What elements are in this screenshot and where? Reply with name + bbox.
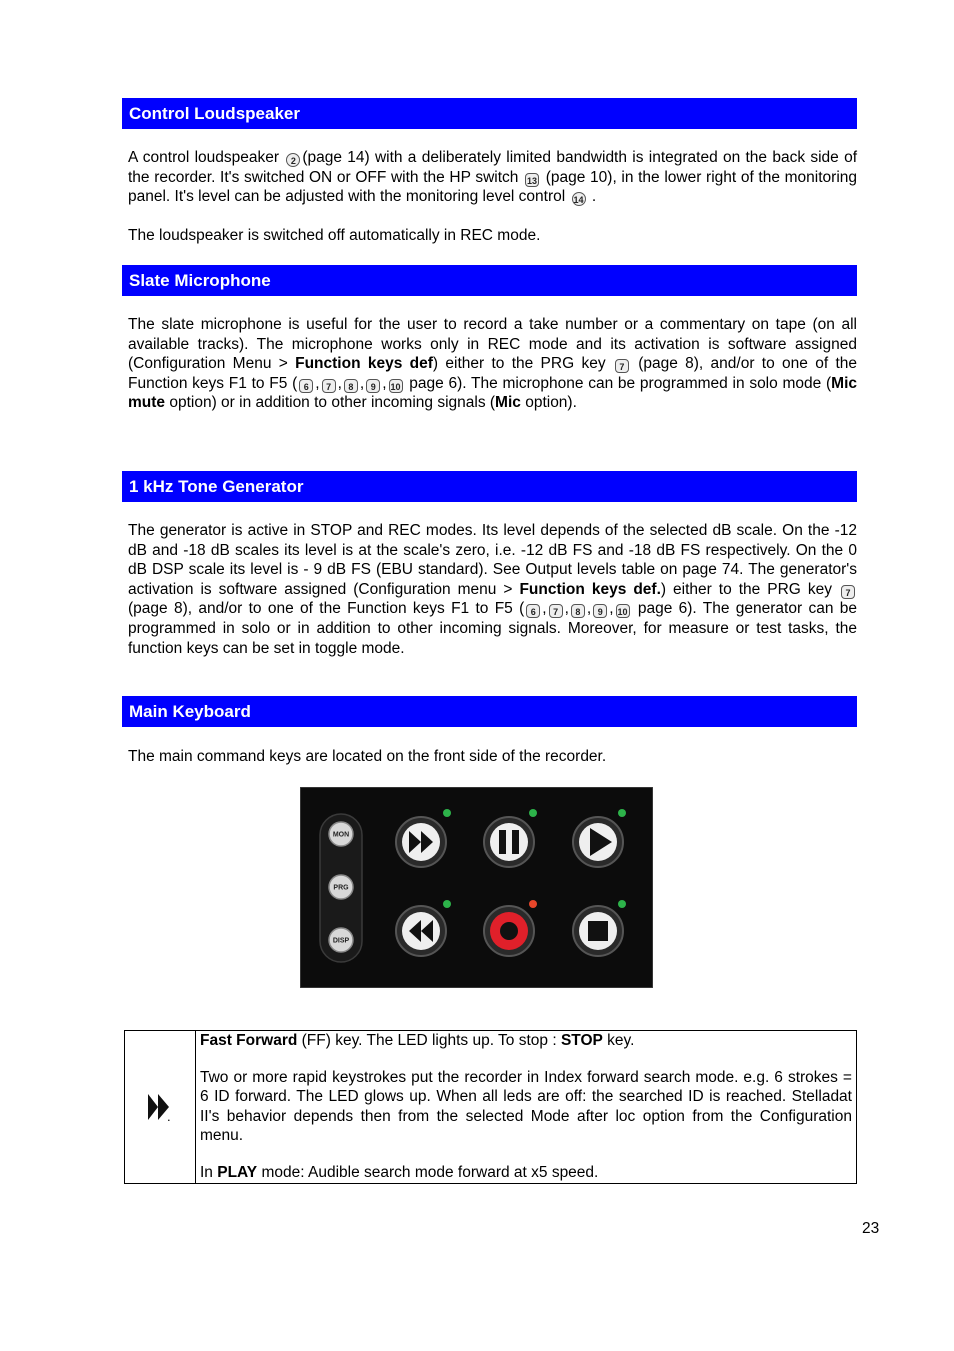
record-led (529, 900, 537, 908)
bold-text: Function keys def. (519, 580, 661, 598)
loudspeaker-rec-paragraph: The loudspeaker is switched off automatically in REC mode. (128, 227, 541, 244)
text: (page 14) with a deliberately limited bandwidth is integrated on the back side of the recorder. It's switched ON or OFF with the HP switch (128, 149, 857, 186)
ff-paragraph-3 (200, 1163, 852, 1183)
slate-microphone-paragraph: The slate microphone is useful for the user to record a take number or a commentary on tape (on all available tracks). The microphone works only in REC mode and its activation is software assigned (Configuration Menu > Function keys def) either to the PRG key 7 (page 8), and/or to one of the Function keys F1 to F5 ( 6 , 7 , 8 , 9 , 10 page 6). The microphone can be programmed in solo mode (Mic mute option) or in addition to other incoming signals (Mic option). (128, 316, 858, 412)
mon-button (329, 822, 353, 846)
fkey-ref-icon: 9 (593, 604, 607, 618)
play-led (618, 809, 626, 817)
text: (page 10), in the lower right of the monitoring panel. It's level can be adjusted with the monitoring level control (128, 168, 858, 206)
stop-key (573, 906, 623, 956)
text: (FF) key. The LED lights up. To stop : (297, 1032, 561, 1049)
ff-paragraph-2: Two or more rapid keystrokes put the recorder in Index forward search mode. e.g. 6 strokes = 6 ID forward. The LED glows up. When all leds are off: the searched ID is reached. Stelladat II's behavior depends then from the selected Mode after loc option from the Configuration menu. (200, 1068, 852, 1145)
prg-button (329, 875, 353, 899)
prg-label: PRG (333, 884, 349, 892)
text: option). (520, 394, 577, 412)
fast-forward-table (124, 1030, 857, 1184)
stop-led (618, 900, 626, 908)
fkey-ref-icon: 9 (366, 379, 380, 393)
main-keyboard-image (300, 787, 653, 988)
control-loudspeaker-paragraph (128, 148, 857, 207)
bold-text: PLAY (217, 1163, 258, 1181)
rewind-led (443, 900, 451, 908)
ff-led (443, 809, 451, 817)
bold-text: Mic (495, 394, 521, 412)
text: A control loudspeaker (128, 149, 280, 166)
main-keyboard-paragraph: The main command keys are located on the front side of the recorder. (128, 748, 607, 765)
stop-icon (588, 921, 608, 941)
fkey-ref-icon: 6 (299, 379, 313, 393)
text: The generator is active in STOP and REC modes. Its level depends of the selected dB scale. On the -12 dB and -18 dB scales its level is at the scale's zero, i.e. -12 dB FS and -18 dB FS respectively. On the 0 dB DSP scale its level is - 9 dB FS (EBU standard). See Output levels table on page 74. The generator's activation is software assigned (Configuration menu > (128, 522, 857, 598)
text: (page 8), and/or to one of the Function keys F1 to F5 ( (128, 355, 857, 392)
text: option) or in addition to other incoming signals ( (165, 394, 496, 412)
record-key (484, 906, 534, 956)
fkey-ref-icon: 7 (322, 379, 336, 393)
text: page 6). The microphone can be programmed in solo mode ( (404, 374, 832, 392)
section-heading-control-loudspeaker: Control Loudspeaker (122, 98, 857, 129)
disp-button (329, 928, 353, 952)
prg-key-ref-icon: 7 (615, 359, 629, 373)
disp-label: DISP (332, 937, 350, 945)
play-key (573, 817, 623, 867)
fkey-ref-icon: 6 (526, 604, 540, 618)
fkey-ref-icon: 8 (571, 604, 585, 618)
fast-forward-description (200, 1031, 852, 1183)
icon-dot: . (167, 1109, 171, 1124)
fast-forward-icon-cell (125, 1031, 196, 1183)
pause-key (484, 817, 534, 867)
section-heading-tone-generator: 1 kHz Tone Generator (122, 471, 857, 502)
text: ) either to the PRG key (660, 580, 832, 598)
text: In (200, 1163, 218, 1181)
pause-led (529, 809, 537, 817)
bold-text: Fast Forward (200, 1032, 298, 1049)
fkey-ref-icon: 10 (616, 604, 630, 618)
hp-switch-ref-icon: 13 (525, 173, 539, 187)
bold-text: Function keys def (295, 355, 433, 373)
page-number: 23 (862, 1220, 880, 1237)
text: The slate microphone is useful for the user to record a take number or a commentary on tape (on all available tracks). The microphone works only in REC mode and its activation is software assigned (Configuration Menu > (128, 316, 857, 373)
record-icon (500, 922, 518, 940)
mon-label: MON (332, 831, 350, 839)
tone-generator-paragraph: The generator is active in STOP and REC modes. Its level depends of the selected dB scale. On the -12 dB and -18 dB scales its level is at the scale's zero, i.e. -12 dB FS and -18 dB FS respectively. On the 0 dB DSP scale its level is - 9 dB FS (EBU standard). See Output levels table on page 74. The generator's activation is software assigned (Configuration menu > Function keys def.) either to the PRG key 7 (page 8), and/or to one of the Function keys F1 to F5 ( 6 , 7 , 8 , 9 , 10 page 6). The generator can be programmed in solo or in addition to other incoming signals. Moreover, for measure or test tasks, the function keys can be set in toggle mode. (128, 522, 857, 657)
fkey-ref-icon: 7 (549, 604, 563, 618)
loudspeaker-ref-icon: 2 (286, 153, 300, 167)
text: . (591, 188, 597, 206)
bold-text: STOP (560, 1032, 603, 1049)
text: ) either to the PRG key (432, 355, 606, 373)
rewind-key (396, 906, 446, 956)
ff-line-1 (200, 1031, 852, 1051)
text: (page 8), and/or to one of the Function keys F1 to F5 ( (128, 600, 525, 618)
fkey-ref-icon: 8 (344, 379, 358, 393)
pause-icon-bar (512, 830, 519, 854)
text: key. (602, 1032, 635, 1049)
pause-icon (499, 830, 506, 854)
monitoring-level-ref-icon: 14 (572, 192, 586, 206)
text: mode: Audible search mode forward at x5 speed. (257, 1163, 599, 1181)
section-heading-main-keyboard: Main Keyboard (122, 696, 857, 727)
section-heading-slate-microphone: Slate Microphone (122, 265, 857, 296)
bold-text: Mic mute (128, 374, 858, 412)
text: page 6). The generator can be programmed in solo or in addition to other incoming signals. Moreover, for measure or test tasks, the function keys can be set in toggle mode. (128, 600, 857, 657)
fast-forward-key (396, 817, 446, 867)
fkey-ref-icon: 10 (389, 379, 403, 393)
prg-key-ref-icon: 7 (841, 585, 855, 599)
